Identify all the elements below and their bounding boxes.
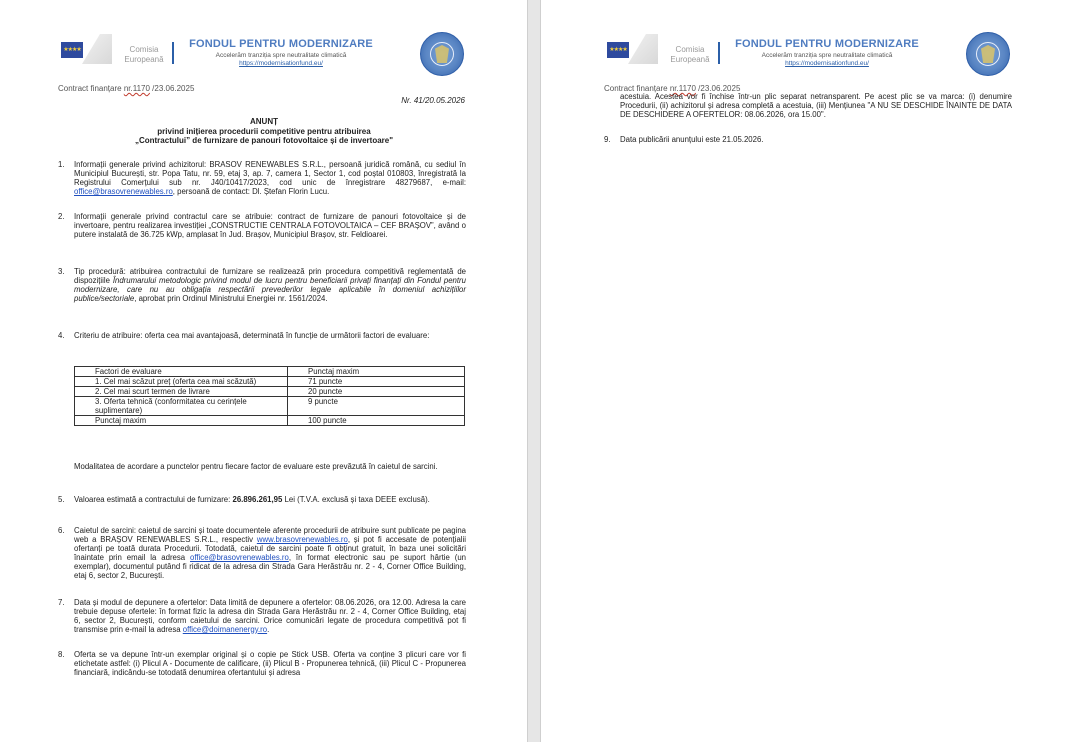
header-divider	[718, 42, 720, 64]
email-link[interactable]: office@doimanenergy.ro	[182, 624, 268, 634]
eu-logo-text: Comisia Europeană	[670, 45, 710, 64]
section-9: 9. Data publicării anunțului este 21.05.2026.	[604, 135, 764, 144]
eu-logo: ★★★★	[58, 32, 120, 66]
section-4: 4. Criteriu de atribuire: oferta cea mai avantajoasă, determinată în funcție de următorii factori de evaluare:	[58, 331, 430, 340]
section-5: 5. Valoarea estimată a contractului de furnizare: 26.896.261,95 Lei (T.V.A. exclusă și taxa DEEE exclusă).	[58, 495, 430, 504]
section-8: 8. Oferta se va depune într-un exemplar original și o copie pe Stick USB. Oferta va conține 3 plicuri care vor fi etichetate astfel: (i) Plicul A - Documente de calificare, (ii) Plicul B - Propunerea tehnică, (iii) Plicul C - Propunerea financiară, indicându-se totodată denumirea ofertantului și adresa	[58, 650, 466, 677]
email-link[interactable]: office@brasovrenewables.ro	[74, 186, 173, 196]
section-1: 1. Informații generale privind achizitorul: BRASOV RENEWABLES S.R.L., persoană juridică română, cu sediul în Municipiul București, str. Popa Tatu, nr. 59, etaj 3, ap. 7, camera 1, Sector 1, cod poștal 010803, înregistrată la Registrului Comerțului sub nr. J40/10417/2023, cod unic de înregistrare 48279687, e-mail: office@brasovrenewables.ro, persoană de contact: Dl. Ștefan Florin Lucu.	[58, 160, 466, 196]
fund-subtitle: Accelerăm tranziția spre neutralitate climatică	[761, 52, 893, 59]
email-link[interactable]: office@brasovrenewables.ro	[190, 552, 289, 562]
evaluation-criteria-table	[74, 366, 465, 426]
section-8-continued: acestuia. Acestea vor fi închise într-un plic separat netransparent. Pe acest plic se va marca: (i) denumire Procedurii, (ii) achizitorul și adresa completă a acestuia, (iii) Mențiunea "A NU SE DESCHIDE ÎNAINTE DE DATA DE DESCHIDERE A OFERTELOR: 08.06.2026, ora 15.00".	[620, 92, 1012, 119]
page-header	[604, 32, 1024, 76]
header-divider	[172, 42, 174, 64]
fund-title: FONDUL PENTRU MODERNIZARE	[189, 38, 373, 50]
fund-title: FONDUL PENTRU MODERNIZARE	[735, 38, 919, 50]
government-seal-icon	[966, 32, 1010, 76]
fund-url-link[interactable]: https://modernisationfund.eu/	[785, 60, 869, 67]
document-number: Nr. 41/20.05.2026	[401, 96, 465, 105]
fund-url-link[interactable]: https://modernisationfund.eu/	[239, 60, 323, 67]
document-page-1	[0, 0, 527, 742]
contract-reference: Contract finanțare nr.1170 /23.06.2025	[604, 84, 741, 93]
section-6: 6. Caietul de sarcini: caietul de sarcini și toate documentele aferente procedurii de atribuire sunt publicate pe pagina web a BRAȘOV RENEWABLES S.R.L., respectiv www.brasovrenewables.ro, și pot fi accesate de potențialii ofertanți pe toată durata Procedurii. Totodată, caietul de sarcini poate fi obținut gratuit, în baza unei solicitări înaintate prin email la adresa office@brasovrenewables.ro, în format electronic sau pe suport hârtie (un exemplar), documentul putând fi ridicat de la adresa din Strada Gara Herăstrău nr. 2 - 4, Corner Office Building, etaj 6, sector 2, București.	[58, 526, 466, 580]
section-3: 3. Tip procedură: atribuirea contractului de furnizare se realizează prin procedura competitivă reglementată de dispozițiile Îndrumarului metodologic privind modul de lucru pentru beneficiarii privați finanțați din Fondul pentru modernizare, care nu au obligația respectării prevederilor legale aplicabile în domeniul achizițiilor publice/sectoriale, aprobat prin Ordinul Ministrului Energiei nr. 1561/2024.	[58, 267, 466, 303]
contract-reference: Contract finanțare nr.1170 /23.06.2025	[58, 84, 195, 93]
table-row: 2. Cel mai scurt termen de livrare 20 puncte	[75, 387, 465, 397]
page-separator	[527, 0, 541, 742]
modernisation-fund-logo	[184, 38, 378, 67]
fund-subtitle: Accelerăm tranziția spre neutralitate climatică	[215, 52, 347, 59]
website-link[interactable]: www.brasovrenewables.ro	[256, 534, 348, 544]
document-page-2	[541, 0, 1068, 742]
eu-logo-text: Comisia Europeană	[124, 45, 164, 64]
table-row: 3. Oferta tehnică (conformitatea cu cerințele suplimentare) 9 puncte	[75, 397, 465, 416]
eu-logo: ★★★★	[604, 32, 666, 66]
modernisation-fund-logo	[730, 38, 924, 67]
government-seal-icon	[420, 32, 464, 76]
table-row: Punctaj maxim 100 puncte	[75, 416, 465, 426]
table-row: 1. Cel mai scăzut preț (oferta cea mai scăzută) 71 puncte	[75, 377, 465, 387]
table-header-row: Factori de evaluare Punctaj maxim	[75, 367, 465, 377]
announcement-title: ANUNȚ privind inițierea procedurii competitive pentru atribuirea „Contractului” de furnizare de panouri fotovoltaice și de invertoare"	[134, 117, 394, 145]
page-header	[58, 32, 478, 76]
section-2: 2. Informații generale privind contractul care se atribuie: contract de furnizare de panouri fotovoltaice și de invertoare, pentru realizarea investiției „CONSTRUCTIE CENTRALA FOTOVOLTAICA – CEF BRAȘOV”, având o putere instalată de 36.725 kWp, amplasat în Jud. Brașov, Municipiul Brașov, str. Feldioarei.	[58, 212, 466, 239]
section-7: 7. Data și modul de depunere a ofertelor: Data limită de depunere a ofertelor: 08.06.2026, ora 12.00. Adresa la care trebuie depuse ofertele: în format fizic la adresa din Strada Gara Herăstrău nr. 2 - 4, Corner Office Building, etaj 6, sector 2, București, conform caietului de sarcini. Orice comunicări legate de procedura competitivă pot fi transmise prin e-mail la adresa office@doimanenergy.ro.	[58, 598, 466, 634]
section-4-note: Modalitatea de acordare a punctelor pentru fiecare factor de evaluare este prevăzută în caietul de sarcini.	[74, 462, 438, 471]
